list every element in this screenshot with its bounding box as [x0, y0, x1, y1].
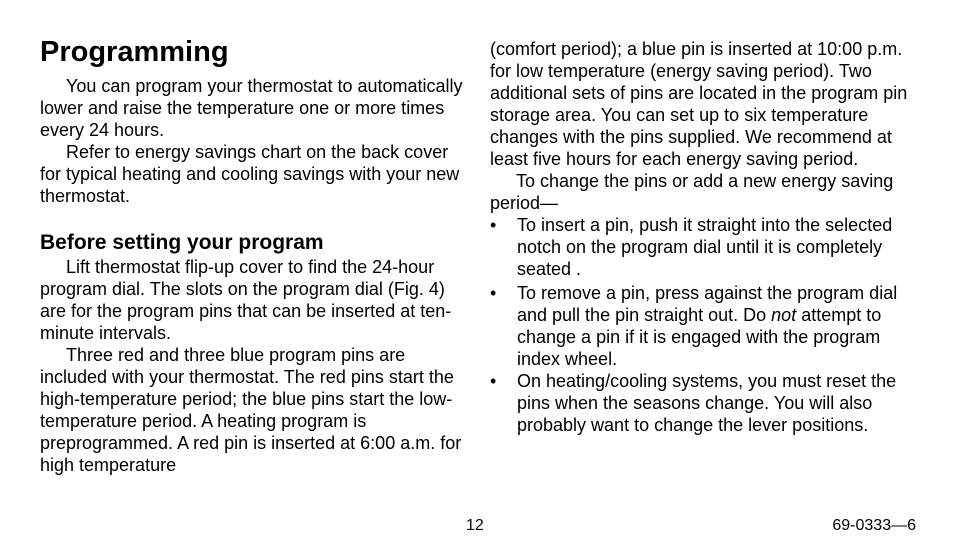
- body-paragraph-1: Lift thermostat flip-up cover to find the 24-hour program dial. The slots on the program dial (Fig. 4) are for the program pins that can be inserted at ten-minute intervals.: [40, 257, 452, 343]
- list-item: [490, 214, 920, 280]
- list-item-text: attempt to change a pin if it is engaged with the program index wheel.: [517, 305, 882, 369]
- before-setting-section: [40, 256, 468, 476]
- list-item-text: On heating/cooling systems, you must reset the pins when the seasons change. You will also probably want to change the lever positions.: [517, 371, 897, 435]
- bullet-icon: •: [490, 283, 497, 303]
- right-column: [490, 38, 920, 436]
- page-number: 12: [466, 517, 484, 534]
- bullet-icon: •: [490, 371, 497, 391]
- body-paragraph-2: Three red and three blue program pins are included with your thermostat. The red pins start the high-temperature period; the blue pins start the low-temperature period. A heating program is preprogrammed. A red pin is inserted at 6:00 a.m. for high temperature: [40, 345, 462, 475]
- intro-section: [40, 75, 468, 207]
- document-code: 69-0333—6: [832, 517, 916, 534]
- emphasis-text: not: [771, 305, 797, 325]
- bullet-icon: •: [490, 215, 497, 235]
- change-pins-paragraph: To change the pins or add a new energy saving period—: [490, 171, 894, 213]
- page-title: Programming: [40, 36, 229, 68]
- section-heading: Before setting your program: [40, 231, 324, 254]
- list-item-text: To remove a pin, press against the program dial and pull the pin straight out. Do: [517, 283, 898, 325]
- continued-paragraph: (comfort period); a blue pin is inserted at 10:00 p.m. for low temperature (energy saving period). Two additional sets of pins are located in the program pin storage area. You can set up to six temperature changes with the pins supplied. We recommend at least five hours for each energy saving period.: [490, 39, 908, 169]
- list-item: [490, 370, 920, 436]
- intro-paragraph-1: You can program your thermostat to automatically lower and raise the temperature one or more times every 24 hours.: [40, 76, 463, 140]
- instruction-list: [490, 214, 920, 436]
- list-item: [490, 282, 920, 370]
- list-item-text: To insert a pin, push it straight into the selected notch on the program dial until it is completely seated .: [517, 215, 893, 279]
- intro-paragraph-2: Refer to energy savings chart on the back cover for typical heating and cooling savings with your new thermostat.: [40, 142, 460, 206]
